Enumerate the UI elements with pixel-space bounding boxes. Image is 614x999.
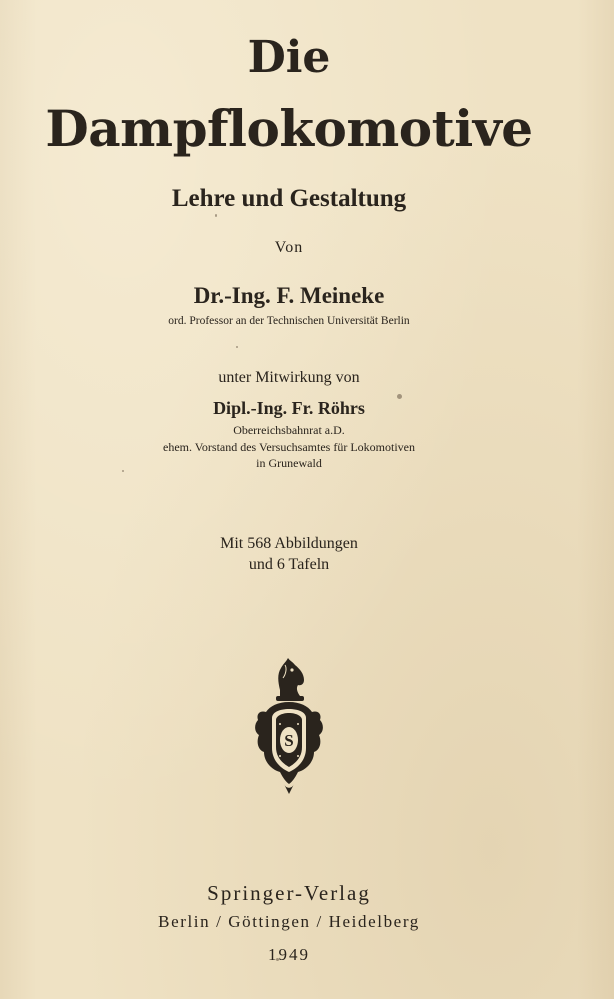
coauthor-title: Oberreichsbahnrat a.D. [233,423,345,437]
collaboration-intro: unter Mitwirkung von [218,369,360,386]
paper-speck [215,214,217,217]
title-line-1: Die [247,32,331,83]
paper-speck [122,470,124,472]
publication-year: 1949 [268,945,310,964]
paper-speck [397,394,402,399]
svg-text:S: S [284,731,294,750]
coauthor-position: ehem. Vorstand des Versuchsamtes für Lokomotiven [163,440,415,454]
author-role: ord. Professor an der Technischen Universität Berlin [168,315,410,327]
coauthor-location: in Grunewald [256,456,322,470]
coauthor-name: Dipl.-Ing. Fr. Röhrs [213,398,365,418]
author-name: Dr.-Ing. F. Meineke [193,283,385,308]
paper-speck [276,958,279,961]
by-label: Von [274,239,304,256]
subtitle: Lehre und Gestaltung [171,185,407,212]
plates-count: und 6 Tafeln [248,556,330,573]
publisher-emblem-icon [250,652,328,797]
title-line-2: Dampflokomotive [45,99,533,158]
illustrations-count: Mit 568 Abbildungen [220,535,358,552]
paper-speck [236,346,238,348]
publisher-name: Springer-Verlag [207,881,371,905]
publisher-places: Berlin / Göttingen / Heidelberg [158,912,420,931]
